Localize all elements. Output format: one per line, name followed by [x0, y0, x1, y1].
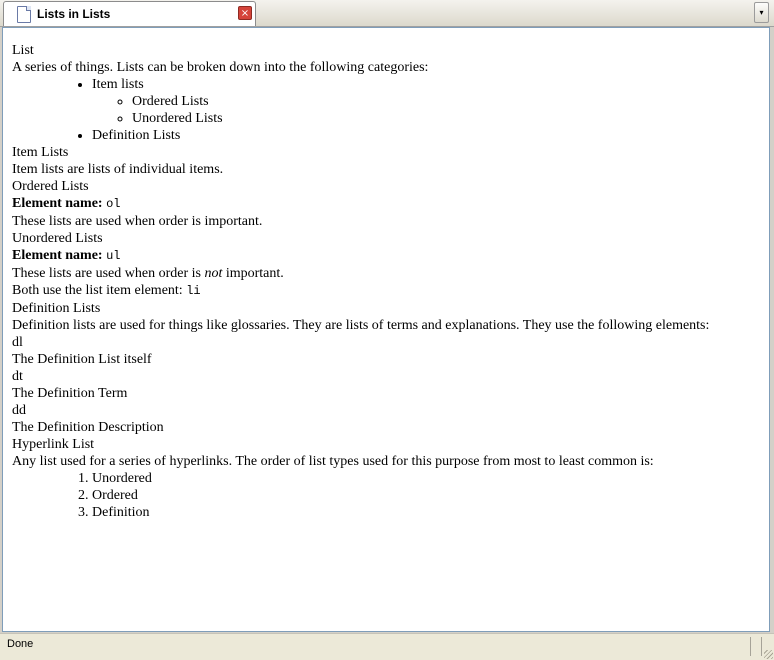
- close-tab-icon[interactable]: ×: [238, 6, 252, 20]
- definition-lists-description: Definition lists are used for things like glossaries. They are lists of terms and explanations. They use the following elements:: [12, 318, 710, 333]
- unordered-text-post: important.: [225, 266, 284, 281]
- element-name-label: Element name:: [12, 196, 103, 211]
- both-text: Both use the list item element:: [12, 283, 183, 298]
- term-dl: dl: [12, 335, 23, 350]
- hyperlink-list-order: [52, 470, 709, 521]
- list-item: [92, 76, 709, 127]
- category-list: [52, 76, 709, 144]
- unordered-description: [12, 265, 709, 282]
- list-item: 2. Ordered: [92, 487, 709, 504]
- item-lists-description: Item lists are lists of individual items.: [12, 162, 224, 177]
- status-text: Done: [7, 638, 34, 650]
- ordered-description: These lists are used when order is important.: [12, 214, 263, 229]
- term-definition-lists: Definition Lists: [12, 301, 101, 316]
- sub-category-list: [92, 93, 709, 127]
- status-divider: [761, 637, 762, 656]
- term-item-lists: Item Lists: [12, 145, 69, 160]
- tab-title: Lists in Lists: [37, 7, 111, 21]
- resize-grip-icon[interactable]: [764, 650, 773, 659]
- term-unordered-lists: Unordered Lists: [12, 231, 103, 246]
- list-description: A series of things. Lists can be broken down into the following categories:: [12, 60, 429, 75]
- term-list: List: [12, 43, 34, 58]
- element-code: ol: [106, 197, 121, 211]
- tab-lists-in-lists[interactable]: [3, 1, 256, 26]
- document: [12, 42, 709, 521]
- term-dt: dt: [12, 369, 23, 384]
- status-bar: [0, 633, 774, 660]
- term-hyperlink-list: Hyperlink List: [12, 437, 95, 452]
- dl-description: The Definition List itself: [12, 352, 152, 367]
- page-content: [2, 27, 770, 632]
- list-item-label: Item lists: [92, 77, 144, 92]
- dt-description: The Definition Term: [12, 386, 128, 401]
- element-code: li: [186, 284, 201, 298]
- list-item: • Definition Lists: [92, 127, 709, 144]
- both-use-li: [12, 282, 709, 300]
- element-code: ul: [106, 249, 121, 263]
- element-name-label: Element name:: [12, 248, 103, 263]
- ordered-element-name: [12, 195, 709, 213]
- list-item: 1. Unordered: [92, 470, 709, 487]
- list-item: ◦ Unordered Lists: [132, 110, 709, 127]
- tab-list-button[interactable]: ▾: [754, 2, 769, 23]
- term-dd: dd: [12, 403, 26, 418]
- page-icon: [17, 6, 31, 23]
- list-item: ◦ Ordered Lists: [132, 93, 709, 110]
- unordered-text-pre: These lists are used when order is: [12, 266, 201, 281]
- list-item: 3. Definition: [92, 504, 709, 521]
- emphasis-not: not: [204, 266, 223, 281]
- status-divider: [750, 637, 751, 656]
- term-ordered-lists: Ordered Lists: [12, 179, 89, 194]
- dd-description: The Definition Description: [12, 420, 164, 435]
- unordered-element-name: [12, 247, 709, 265]
- hyperlink-list-description: Any list used for a series of hyperlinks. The order of list types used for this purpose from most to least common is:: [12, 454, 654, 469]
- tab-bar: [0, 0, 774, 27]
